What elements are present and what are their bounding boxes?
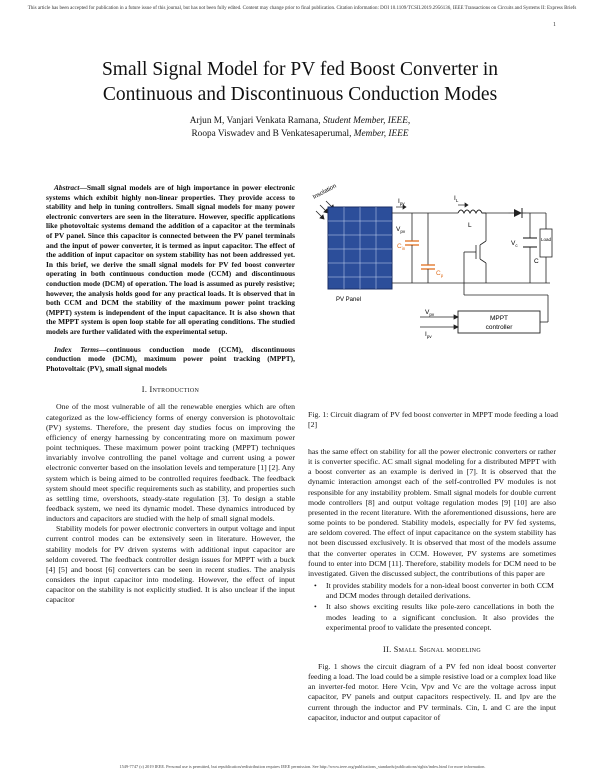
load-resistor — [540, 229, 552, 257]
diode — [514, 208, 526, 218]
vpv-label: $V_{pv}$ — [396, 226, 406, 234]
output-capacitor — [523, 238, 537, 247]
copyright-footer: 1549-7747 (c) 2019 IEEE. Personal use is permitted, but republication/redistribution requires IEEE permission. See http://www.ieee.org/publications_standards/publications/rights/index.html for more information. — [119, 764, 486, 769]
intro-paragraph-1: One of the most vulnerable of all the renewable energies which are often categorized as the low-efficiency forms of energy conversion is photovoltaic (PV) systems. Therefore, the present day studies focus on improving the efficiency of energy harnessing by concentrating more on maximum power point techniques. These maximum power point tracking (MPPT) techniques invariably involve controlling the panel voltage and current using a power electronic converter based on the insolation levels and temperature [1] [2]. Any system which is being aimed to be controlled requires feedback. The feedback system should meet specific requirements such as stability, and properties such as settling time, overshoots, steady-state regulation [3]. To design a stable feedback system, we need its dynamic model. These dynamics introduced by inductors and capacitors are studied with the help of small signal models. — [46, 402, 295, 524]
bullet-marker: • — [314, 581, 317, 591]
circuit-diagram-svg — [308, 183, 558, 405]
mppt-label-1: MPPT — [489, 315, 509, 322]
parasitic-capacitor — [421, 265, 435, 269]
output-cap-label: C — [534, 258, 539, 265]
figure-caption: Fig. 1: Circuit diagram of PV fed boost converter in MPPT mode feeding a load [2] — [308, 410, 558, 430]
list-item — [308, 581, 556, 601]
vpv-ctrl-label: $V_{pv}$ — [425, 309, 435, 317]
list-item-text: It provides stability models for a non-ideal boost converter in both CCM and DCM modes through detailed derivations. — [326, 581, 554, 601]
index-terms-text: —continuous conduction mode (CCM), discontinuous conduction mode (DCM), maximum power point tracking (MPPT), Photovoltaic (PV), small signal models — [46, 344, 295, 373]
left-column — [46, 183, 295, 606]
right-paragraph-1: has the same effect on stability for all the power electronic converters or rather it is converter specific. AC small signal modeling for a distributed MPPT with a boost converter as an example is derived in [7]. It is observed that the dynamic interaction amongst each of the self-controlled PV modules is not responsible for any instability problem. Small signal models for double current mode controllers [8] and output voltage regulation modes [9] [10] are also presented in the recent literature. With the aforementioned disussions, here are some points to be pondered. Stability models, especially for PV fed systems, are seldom covered. The effect of input capacitance on the system stability has not been discussed exclusively. It is observed that most of the models assume that the converter operates in CCM. However, PV systems are sometimes found to enter into DCM [11]. Therefore, stability models for DCM need to be investigated. Given the discussed subject, the contributions of this paper are — [308, 447, 556, 578]
input-capacitor — [405, 241, 419, 245]
right-paragraph-2: Fig. 1 shows the circuit diagram of a PV fed non ideal boost converter feeding a load. The load could be a simple resistive load or a complex load like an inverter-fed motor. Here Vcin, Vpv and Vc are the voltage across input capacitor, PV panels and output capacitors respectively. IL and Ipv are the current through the inductor and PV terminals. Cin, L and C are the input capacitor, inductor and output capacitor of — [308, 661, 556, 722]
authors-line-2-role: Member, IEEE — [353, 128, 409, 139]
page-number: 1 — [553, 22, 556, 28]
intro-paragraph-2: Stability models for power electronic converters in output voltage and input current control modes can be extensively seen in literature. However, the stability models for PV driven systems with additional input capacitor are seldom covered. The feedback controller design issues for MPPT with a buck [4] [5] and boost [6] converters can be seen in recent studies. The analysis considers the input capacitor into modeling. However, the effect of input capacitor on the stability is not explicitly studied. It is also unclear if the input capacitor — [46, 524, 295, 605]
authors-line-1: Arjun M, Vanjari Venkata Ramana, — [189, 116, 321, 126]
abstract-label: Abstract — [54, 183, 80, 192]
mppt-label-2: controller — [485, 324, 513, 331]
index-terms — [46, 345, 295, 374]
ipv-ctrl-label: $I_{pv}$ — [425, 331, 432, 339]
pv-panel — [328, 207, 392, 289]
title-line-2: Continuous and Discontinuous Conduction Modes — [102, 84, 498, 105]
authors-line-1-role: Student Member, IEEE, — [322, 116, 411, 126]
inductor — [458, 210, 486, 213]
figure-circuit-diagram — [308, 183, 558, 405]
insolation-label: Insolation — [312, 183, 338, 201]
section-heading-small-signal: II. Small Signal modeling — [383, 644, 481, 654]
current-arrows — [396, 203, 468, 209]
section-heading-introduction: I. Introduction — [141, 385, 200, 395]
abstract — [46, 183, 295, 337]
load-label: Load — [541, 237, 552, 242]
author-list — [60, 115, 540, 140]
vc-label: $V_c$ — [511, 240, 518, 248]
list-item-text: It also shows exciting results like pole-zero cancellations in both the modes leading to a significant conclusion. It also provides the experimental proof to validate the presented concept. — [326, 602, 554, 632]
authors-line-2: Roopa Viswadev and B Venkatesaperumal, — [191, 128, 352, 139]
ipv-label: $I_{pv}$ — [398, 198, 405, 206]
contribution-list — [308, 581, 556, 633]
il-label: $I_L$ — [454, 195, 459, 203]
pv-panel-label: PV Panel — [336, 297, 362, 303]
inductor-label: L — [468, 222, 472, 229]
list-item — [308, 602, 556, 632]
abstract-text: —Small signal models are of high importance in power electronic systems which exhibit highly non-linear properties. They provide access to stability and help in tuning controllers. Small signal models for many power electronic converters are seen in the literature. However, specific applications like photovoltaic systems demand the addition of a capacitor at the terminals of PV panel. Since this capacitor is connected between the PV panel terminals and the input of power converter, it is termed as input capacitor. The effect of the addition of input capacitor on system stability has not been addressed yet. In this brief, we derive the small signal models for PV fed boost converter operating in both continuous conduction mode (CCM) and discontinuous conduction mode (DCM) of operation. The load is assumed as purely resistive; however, the analysis holds good for any practical loads. It is observed that in both CCM and DCM the stability of the maximum power point tracking (MPPT) system is independent of the input capacitance. It is also shown that the MPPT system is open loop stable for all operating conditions. The studied models are further validated with the experimental setup. — [46, 183, 295, 336]
cin-label: $C_{in}$ — [397, 243, 406, 251]
mosfet-switch — [468, 241, 486, 263]
index-terms-label: Index Terms — [54, 344, 99, 354]
title-line-1: Small Signal Model for PV fed Boost Converter in — [101, 59, 499, 80]
bullet-marker: • — [314, 602, 317, 612]
right-column — [308, 447, 556, 723]
cp-label: $C_p$ — [436, 270, 444, 278]
paper-title — [30, 57, 570, 107]
journal-header-note: This article has been accepted for publication in a future issue of this journal, but has not been fully edited. Content may change prior to final publication. Citation information: DOI 10.1109/TCSII.2019.2956136, IEEE Transactions on Circuits and Systems II: Express Briefs — [27, 6, 577, 11]
